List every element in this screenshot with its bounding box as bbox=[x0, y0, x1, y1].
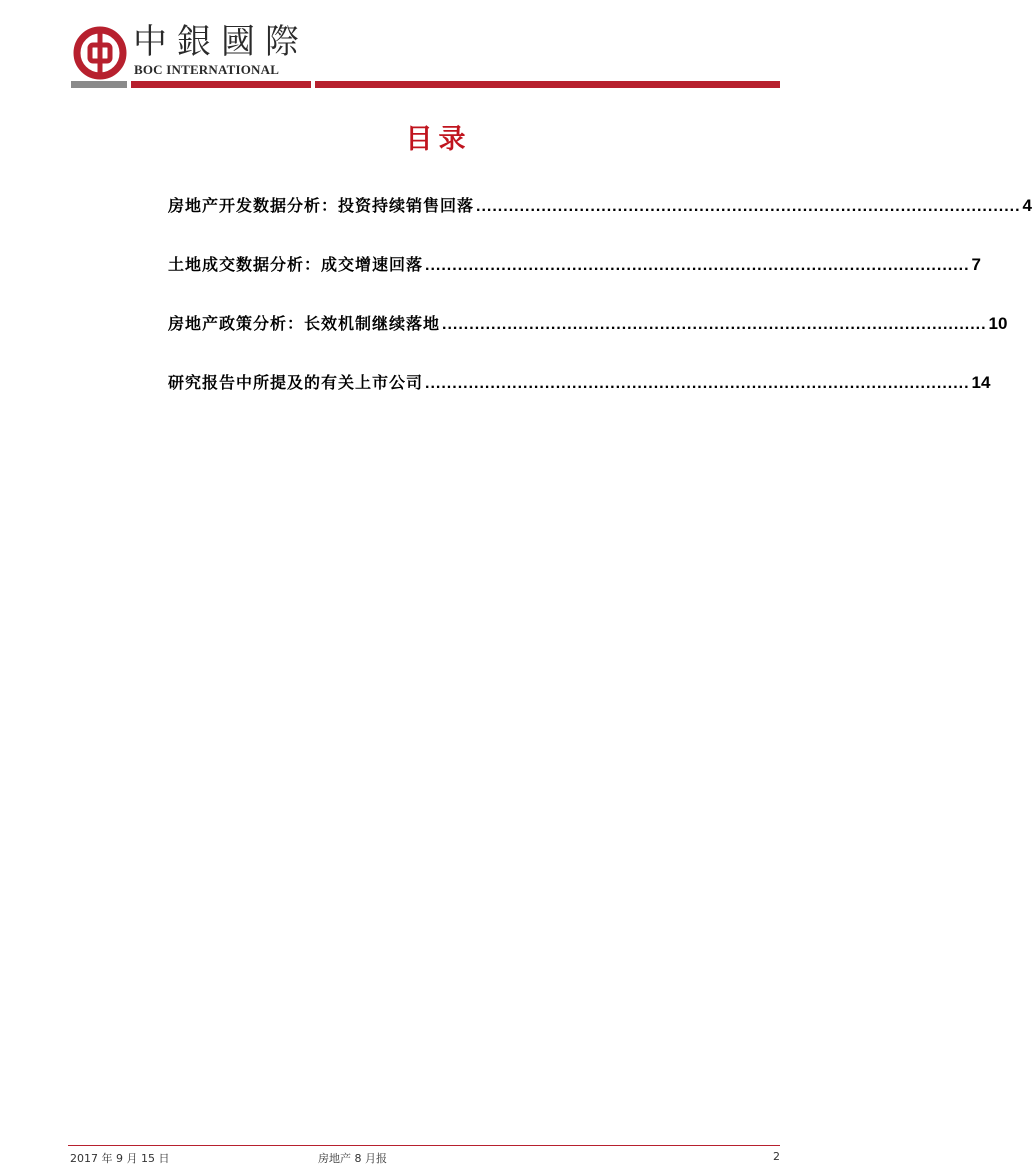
toc-entry[interactable] bbox=[168, 311, 1008, 339]
header-rule-red-left bbox=[131, 81, 311, 88]
table-of-contents bbox=[168, 193, 1032, 429]
toc-dot-leader: .................................................................................................... bbox=[476, 198, 1021, 215]
footer-report-name: 房地产 8 月报 bbox=[318, 1152, 387, 1165]
toc-entry-page: 7 bbox=[971, 255, 982, 274]
toc-entry-label: 土地成交数据分析：成交增速回落 bbox=[168, 255, 424, 274]
footer-rule bbox=[68, 1145, 780, 1146]
toc-title: 目录 bbox=[405, 124, 472, 155]
toc-entry[interactable] bbox=[168, 252, 982, 280]
boc-logo-icon bbox=[73, 26, 127, 80]
header-rule-red-right bbox=[315, 81, 780, 88]
toc-entry[interactable] bbox=[168, 370, 991, 398]
toc-entry-page: 4 bbox=[1022, 196, 1032, 215]
page-header bbox=[0, 0, 827, 95]
toc-entry[interactable] bbox=[168, 193, 1032, 221]
footer-date: 2017 年 9 月 15 日 bbox=[70, 1152, 170, 1165]
logo-english-name: BOC INTERNATIONAL bbox=[134, 62, 280, 77]
toc-entry-page: 14 bbox=[971, 373, 991, 392]
toc-dot-leader: .................................................................................................... bbox=[425, 257, 970, 274]
header-rule-gray bbox=[71, 81, 127, 88]
footer-page-number: 2 bbox=[773, 1150, 780, 1163]
toc-entry-label: 研究报告中所提及的有关上市公司 bbox=[168, 373, 424, 392]
toc-entry-label: 房地产开发数据分析：投资持续销售回落 bbox=[168, 196, 475, 215]
toc-entry-label: 房地产政策分析：长效机制继续落地 bbox=[168, 314, 441, 333]
toc-dot-leader: .................................................................................................... bbox=[425, 375, 970, 392]
toc-entry-page: 10 bbox=[988, 314, 1008, 333]
logo-chinese-name: 中銀國際 bbox=[133, 22, 309, 62]
toc-dot-leader: .................................................................................................... bbox=[442, 316, 987, 333]
